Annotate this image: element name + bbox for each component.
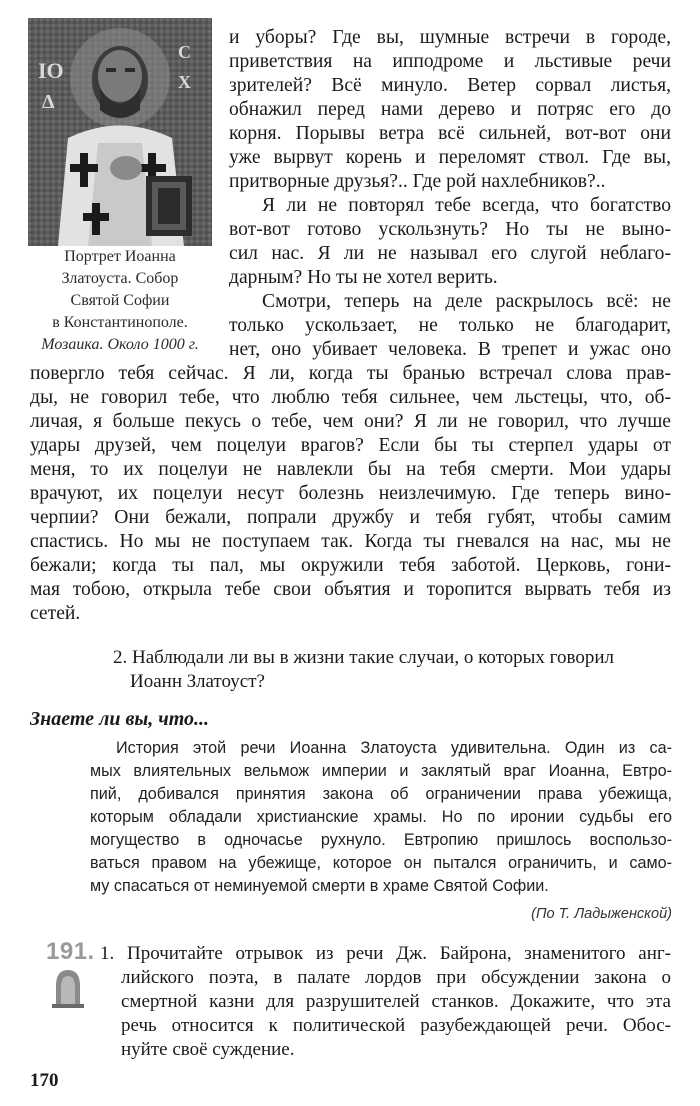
caption-line: Портрет Иоанна [64,248,176,265]
figure-caption [22,246,218,356]
text-line: пий, добивался принятия закона об ограничении права убежища, [90,785,672,803]
text-line: меня, то их поцелуи не навлекли бы на тебя смерти. Мои удары [30,459,671,480]
text-line: бежали; когда ты пал, мы окружили тебя заботой. Церковь, гони- [30,555,671,576]
svg-text:IO: IO [38,58,64,83]
caption-line: Златоуста. Собор [61,270,179,287]
text-line: Смотри, теперь на деле раскрылось всё: не [262,291,671,312]
saint-portrait-image [28,18,212,246]
text-line: мых влиятельных вельмож империи и заклятый враг Иоанна, Евтро- [90,762,672,780]
text-line: лийского поэта, в палате лордов при обсуждении закона о [121,967,671,988]
page-number: 170 [30,1070,59,1091]
question-line: Иоанн Златоуст? [130,671,265,692]
text-line: Я ли не повторял тебе всегда, что богатство [262,195,671,216]
text-line: могущество в одночасье рухнуло. Евтропию пришлось воспользо- [90,831,672,849]
text-line: сил нас. Я ли не называл его слугой неблаго- [229,243,671,264]
text-line: которым обладали христианские храмы. Но по иронии судьбы его [90,808,672,826]
text-line: 1. Прочитайте отрывок из речи Дж. Байрона, знаменитого анг- [100,943,671,964]
text-line: мая тобою, открыла тебе свои объятия и торопится вырвать тебя из [30,579,671,600]
text-line: речь относится к политической разубеждающей речи. Обос- [121,1015,671,1036]
text-line: и уборы? Где вы, шумные встречи в городе, [229,27,671,48]
caption-line-italic: Мозаика. Около 1000 г. [41,336,199,353]
text-line: зрителей? Всё минуло. Ветер сорвал листья, [229,75,671,96]
text-line: спастись. Но мы не поступаем так. Когда ты гневался на нас, мы не [30,531,671,552]
text-line: уже вырвут корень и переломят ствол. Где вы, [229,147,671,168]
source-attribution: (По Т. Ладыженской) [531,906,672,922]
caption-line: Святой Софии [70,292,170,309]
text-line: дарным? Но ты не хотел верить. [229,267,498,288]
text-line: личая, я больше пекусь о тебе, чем они? Я ли не говорил, что лучше [30,411,671,432]
text-line: нуйте своё суждение. [121,1039,295,1060]
svg-text:C: C [178,42,191,62]
text-line: черпии? Они бежали, попрали дружбу и тебя губят, чтобы самим [30,507,671,528]
text-line: ваться правом на убежище, которое он пытался ограничить, и само- [90,854,672,872]
text-line: му спасаться от неминуемой смерти в храме Святой Софии. [90,877,549,895]
text-line: нет, оно убивает человека. В трепет и ужас оно [229,339,671,360]
text-line: удары друзей, чем поцелуи врагов? Если бы ты стерпел удары от [30,435,671,456]
section-title: Знаете ли вы, что... [30,708,210,730]
exercise-number: 191. [46,938,95,965]
text-line: История этой речи Иоанна Златоуста удивительна. Один из са- [116,739,672,757]
text-line: вот-вот готово ускользнуть? Но ты не выно- [229,219,671,240]
text-line: сетей. [30,603,81,624]
question-line: 2. Наблюдали ли вы в жизни такие случаи, о которых говорил [113,647,614,668]
hand-icon [48,966,88,1013]
text-line: только ускользает, не только не благодарит, [229,315,671,336]
text-line: повергло тебя сейчас. Я ли, когда ты бранью встречал слова прав- [30,363,671,384]
caption-line: в Константинополе. [52,314,188,331]
text-line: ды, не говорил тебе, что люблю тебя сильнее, чем льстецы, что, об- [30,387,671,408]
text-line: притворные друзья?.. Где рой нахлебников?.. [229,171,606,192]
text-line: обнажил перед нами дерево и потряс его до [229,99,671,120]
svg-text:X: X [178,72,191,92]
text-line: корня. Порывы ветра всё сильней, вот-вот они [229,123,671,144]
svg-text:Δ: Δ [42,91,55,113]
text-line: врачуют, их поцелуи несут болезнь неизлечимую. Где теперь вино- [30,483,671,504]
text-line: смертной казни для разрушителей станков. Докажите, что эта [121,991,671,1012]
text-line: приветствия на ипподроме и льстивые речи [229,51,671,72]
